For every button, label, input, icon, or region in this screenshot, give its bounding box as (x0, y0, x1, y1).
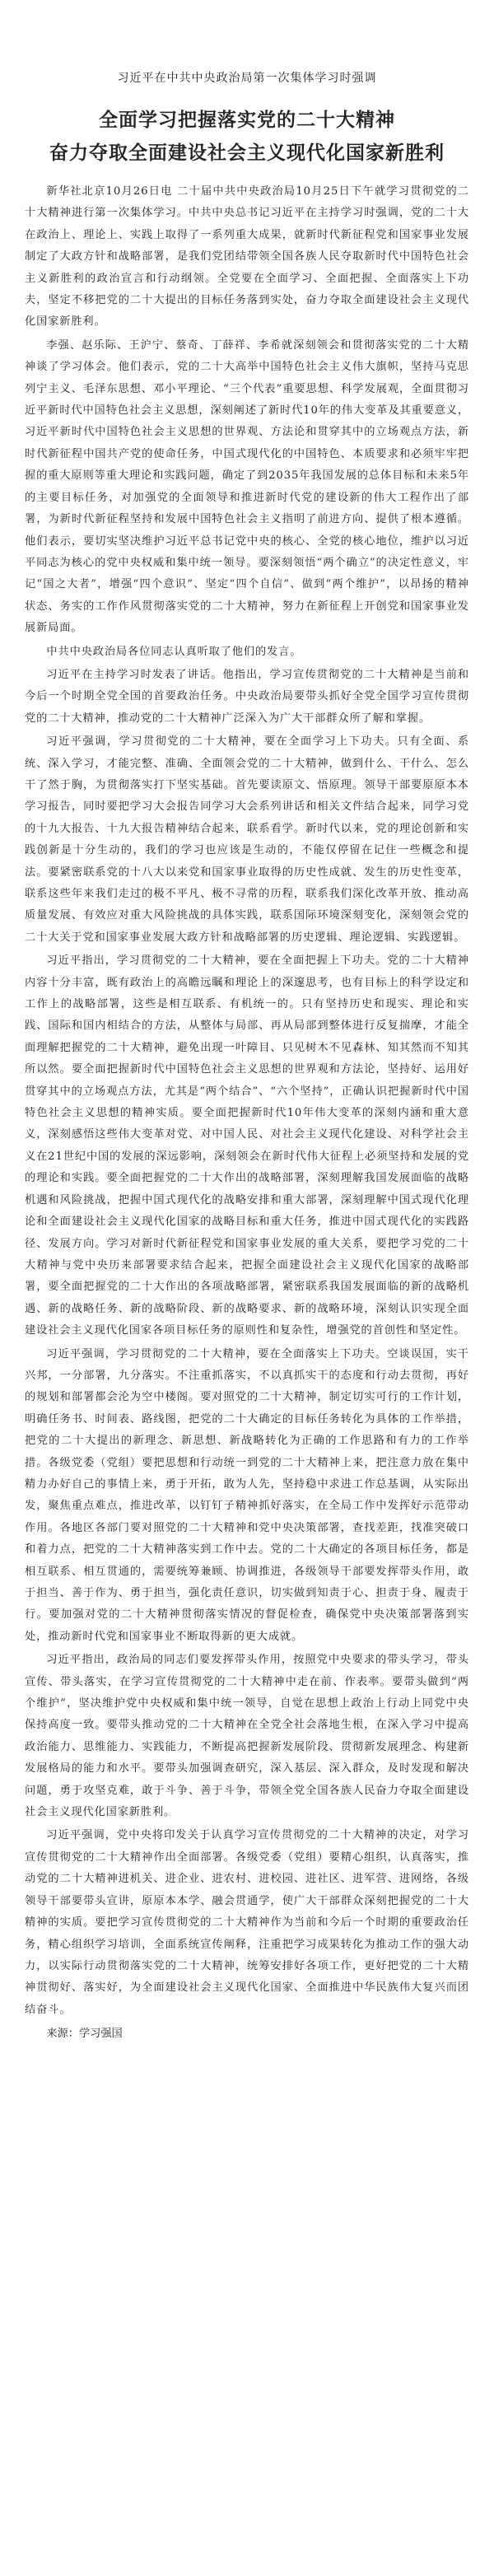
paragraph: 中共中央政治局各位同志认真听取了他们的发言。 (46, 645, 302, 658)
article-title-line-1: 全面学习把握落实党的二十大精神 (99, 109, 395, 131)
article-source: 来源：学习强国 (46, 2028, 123, 2041)
article-title-line-2: 奋力夺取全面建设社会主义现代化国家新胜利 (49, 142, 445, 164)
paragraph: 习近平在主持学习时发表了讲话。他指出，学习宣传贯彻党的二十大精神是当前和今后一个时期全党全国的首要政治任务。中央政治局要带头抓好全党全国学习宣传贯彻党的二十大精神，推动党的二十大精神广泛深入为广大干部群众所了解和掌握。 (25, 668, 469, 725)
paragraph: 习近平指出，政治局的同志们要发挥带头作用，按照党中央要求的带头学习，带头宣传、带头落实，在学习宣传贯彻党的二十大精神中走在前、作表率。要带头做到“两个维护”，坚决维护党中央权威和集中统一领导，自觉在思想上政治上行动上同党中央保持高度一致。要带头推动党的二十大精神在全党全社会落地生根，在深入学习中提高政治能力、思维能力、实践能力，不断提高把握新发展阶段、贯彻新发展理念、构建新发展格局的能力和水平。要带头加强调查研究，深入基层、深入群众，及时发现和解决问题，勇于攻坚克难，敢于斗争、善于斗争，带领全党全国各族人民奋力夺取全面建设社会主义现代化国家新胜利。 (25, 1654, 469, 1819)
paragraph: 习近平强调，党中央将印发关于认真学习宣传贯彻党的二十大精神的决定，对学习宣传贯彻党的二十大精神作出全面部署。各级党委（党组）要精心组织，认真落实，推动党的二十大精神进机关、进企业、进农村、进校园、进社区、进军营、进网络，各级领导干部要带头宣讲，原原本本学、融会贯通学，使广大干部群众深刻把握党的二十大精神的实质。要把学习宣传贯彻党的二十大精神作为当前和今后一个时期的重要政治任务，精心组织学习培训，全面系统宣传阐释，注重把学习成果转化为推动工作的强大动力，以实际行动贯彻落实党的二十大精神，统筹安排好各项工作，更好把党的二十大精神贯彻好、落实好，为全面建设社会主义现代化国家、全面推进中华民族伟大复兴而团结奋斗。 (25, 1829, 469, 2016)
paragraph: 习近平指出，学习贯彻党的二十大精神，要在全面把握上下功夫。党的二十大精神内容十分丰富，既有政治上的高瞻远瞩和理论上的深邃思考，也有目标上的科学设定和工作上的战略部署，这些是相互联系、有机统一的。只有坚持历史和现实、理论和实践、国际和国内相结合的方法，从整体与局部、再从局部到整体进行反复揣摩，才能全面理解把握党的二十大精神，避免出现一叶障目、只见树木不见森林、知其然而不知其所以然。要全面把握新时代中国特色社会主义思想的世界观和方法论，坚持好、运用好贯穿其中的立场观点方法，尤其是“两个结合”、“六个坚持”，正确认识把握新时代中国特色社会主义思想的精神实质。要全面把握新时代10年伟大变革的深刻内涵和重大意义，深刻感悟这些伟大变革对党、对中国人民、对社会主义现代化建设、对科学社会主义在21世纪中国的发展的深远影响，深刻领会在新时代伟大征程上必须坚持和发展的党的理论和实践。要全面把握党的二十大作出的战略部署，深刻理解我国发展面临的战略机遇和风险挑战，把握中国式现代化的战略安排和重大部署，深刻理解中国式现代化理论和全面建设社会主义现代化国家的战略目标和重大任务，推进中国式现代化的实践路径、发展方向。学习对新时代新征程党和国家事业发展的重大关系，要把学习党的二十大精神与党中央历来部署要求结合起来，把握全面建设社会主义现代化国家的战略部署，要全面把握党的二十大作出的各项战略部署，紧密联系我国发展面临的新的战略机遇、新的战略任务、新的战略阶段、新的战略要求、新的战略环境，深刻认识实现全面建设社会主义现代化国家各项目标任务的原则性和复杂性，增强党的首创性和坚定性。 (25, 954, 469, 1337)
article-subtitle: 习近平在中共中央政治局第一次集体学习时强调 (117, 72, 377, 85)
paragraph: 李强、赵乐际、王沪宁、蔡奇、丁薛祥、李希就深刻领会和贯彻落实党的二十大精神谈了学习体会。他们表示，党的二十大高举中国特色社会主义伟大旗帜，坚持马克思列宁主义、毛泽东思想、邓小平理论、“三个代表”重要思想、科学发展观，全面贯彻习近平新时代中国特色社会主义思想，深刻阐述了新时代10年的伟大变革及其重要意义，习近平新时代中国特色社会主义思想的世界观、方法论和贯穿其中的立场观点方法，新时代新征程中国共产党的使命任务，中国式现代化的中国特色、本质要求和必须牢牢把握的重大原则等重大理论和实践问题，确定了到2035年我国发展的总体目标和未来5年的主要目标任务，对加强党的全面领导和推进新时代党的建设新的伟大工程作出了部署，为新时代新征程坚持和发展中国特色社会主义指明了前进方向、提供了根本遵循。他们表示，要切实坚决维护习近平总书记党中央的核心、全党的核心地位，维护以习近平同志为核心的党中央权威和集中统一领导。要深刻领悟“两个确立”的决定性意义，牢记“国之大者”，增强“四个意识”、坚定“四个自信”、做到“两个维护”，以昂扬的精神状态、务实的工作作风贯彻落实党的二十大精神，努力在新征程上开创党和国家事业发展新局面。 (25, 338, 469, 635)
paragraph: 习近平强调，学习贯彻党的二十大精神，要在全面学习上下功夫。只有全面、系统、深入学习，才能完整、准确、全面领会党的二十大精神，做到什么、干什么、怎么干了然于胸，为贯彻落实打下坚实基础。首先要读原文、悟原理。领导干部要原原本本学习报告，同时要把学习大会报告同学习大会系列讲话和相关文件结合起来，同学习党的十九大报告、十九大报告精神结合起来，联系看学。新时代以来，党的理论创新和实践创新是十分生动的，我们的学习也应该是生动的，不能仅停留在记住一些概念和提法。要紧密联系党的十八大以来党和国家事业取得的历史性成就、发生的历史性变革，联系这些年来我们走过的极不平凡、极不寻常的历程，联系我们深化改革开放、推动高质量发展、有效应对重大风险挑战的具体实践，联系国际环境深刻变化，深刻领会党的二十大关于党和国家事业发展大政方针和战略部署的历史逻辑、理论逻辑、实践逻辑。 (25, 735, 469, 944)
paragraph: 习近平强调，学习贯彻党的二十大精神，要在全面落实上下功夫。空谈误国，实干兴邦，一分部署，九分落实。不注重抓落实，不以真抓实干的态度和行动去贯彻，再好的规划和部署都会沦为空中楼阁。要对照党的二十大精神，制定切实可行的工作计划，明确任务书、时间表、路线图，把党的二十大确定的目标任务转化为具体的工作举措，把党的二十大提出的新理念、新思想、新战略转化为正确的工作思路和有力的工作举措。各级党委（党组）要把思想和行动统一到党的二十大精神上来，把注意力放在集中精力办好自己的事情上来，勇于开拓，敢为人先，坚持稳中求进工作总基调，从实际出发，聚焦重点难点，推进改革，以钉钉子精神抓好落实，在全局工作中发挥好示范带动作用。各地区各部门要对照党的二十大精神和党中央决策部署，查找差距，找准突破口和着力点，把党的二十大精神落实到工作中去。党的二十大确定的各项目标任务，都是相互联系、相互贯通的，需要统筹兼顾、协调推进，各级领导干部要发挥带头作用，敢于担当、善于作为、勇于担当，强化责任意识，切实做到知责于心、担责于身、履责于行。要加强对党的二十大精神贯彻落实情况的督促检查，确保党中央决策部署落到实处，推动新时代党和国家事业不断取得新的更大成就。 (25, 1347, 469, 1643)
paragraph: 新华社北京10月26日电 二十届中共中央政治局10月25日下午就学习贯彻党的二十大精神进行第一次集体学习。中共中央总书记习近平在主持学习时强调，党的二十大在政治上、理论上、实践上取得了一系列重大成果，就新时代新征程党和国家事业发展制定了大政方针和战略部署，是我们党团结带领全国各族人民夺取新时代中国特色社会主义新胜利的政治宣言和行动纲领。全党要在全面学习、全面把握、全面落实上下功夫，坚定不移把党的二十大提出的目标任务落到实处，奋力夺取全面建设社会主义现代化国家新胜利。 (25, 185, 469, 329)
